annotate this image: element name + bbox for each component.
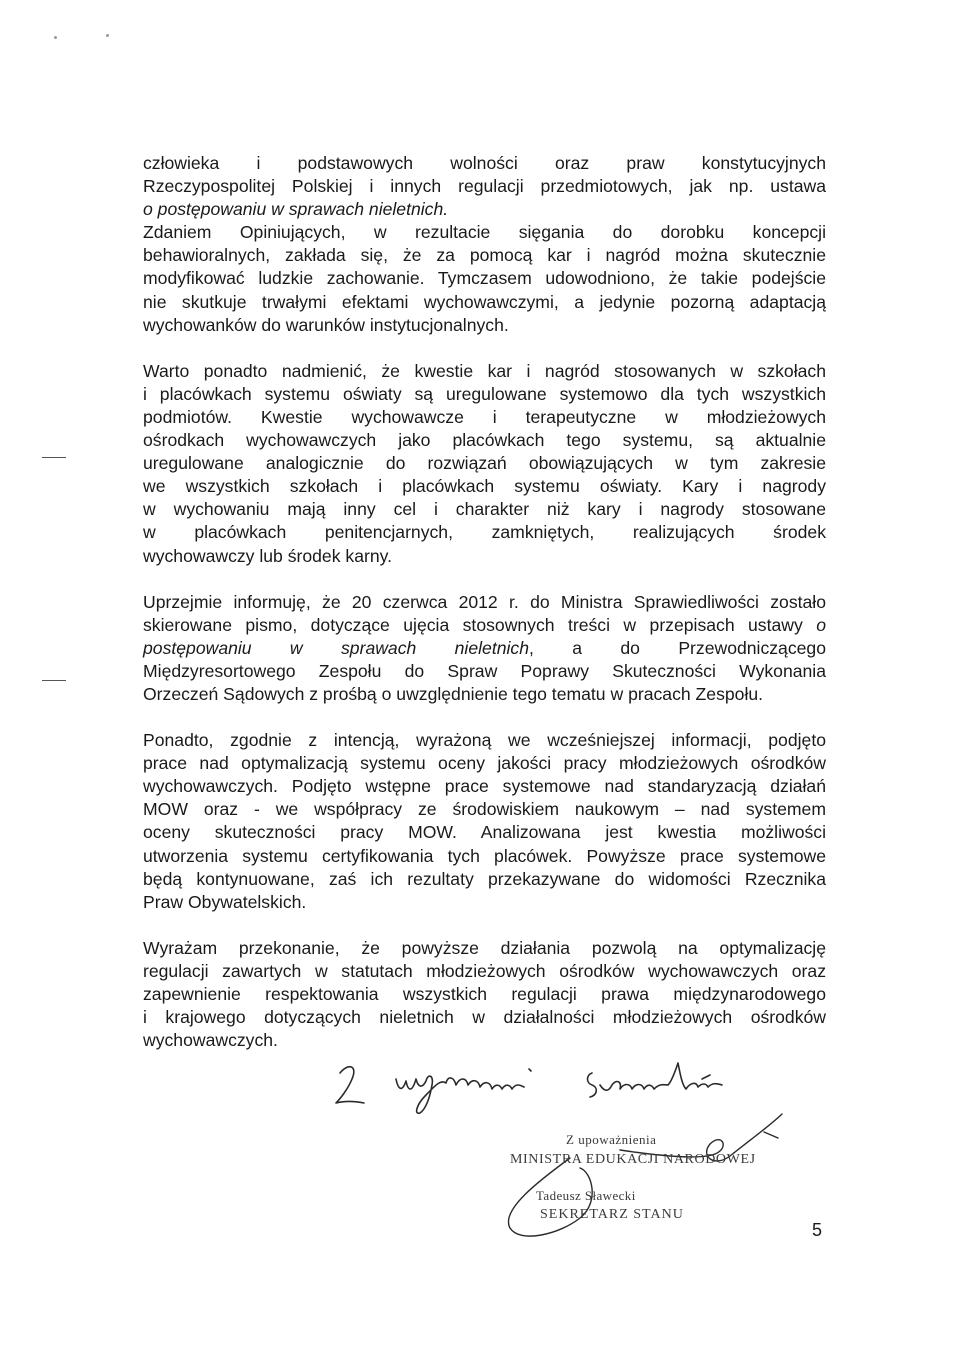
text-line: MOW oraz - we współpracy ze środowiskiem naukowym – nad systemem xyxy=(143,799,826,820)
paragraph-1 xyxy=(143,152,826,221)
text-line: ośrodkach wychowawczych jako placówkach tego systemu, są aktualnie xyxy=(143,430,826,451)
text-line: Warto ponadto nadmienić, że kwestie kar i nagród stosowanych w szkołach xyxy=(143,360,826,381)
paragraph-4 xyxy=(143,591,826,706)
text-line: prace nad optymalizacją systemu oceny jakości pracy młodzieżowych ośrodków xyxy=(143,753,826,774)
text-line: wychowawczych. Podjęto wstępne prace systemowe nad standaryzacją działań xyxy=(143,776,826,797)
text-line: Rzeczypospolitej Polskiej i innych regulacji przedmiotowych, jak np. ustawa xyxy=(143,176,826,197)
stamp-signature-stroke xyxy=(500,1110,800,1250)
official-stamp xyxy=(500,1110,800,1250)
text-line: regulacji zawartych w statutach młodzieżowych ośrodków wychowawczych oraz xyxy=(143,960,826,981)
letter-body xyxy=(143,152,826,1052)
paragraph-2 xyxy=(143,221,826,336)
text-line: behawioralnych, zakłada się, że za pomocą kar i nagród można skutecznie xyxy=(143,245,826,266)
text-line: oceny skuteczności pracy MOW. Analizowana jest kwestia możliwości xyxy=(143,822,826,843)
text-line: Wyrażam przekonanie, że powyższe działania pozwolą na optymalizację xyxy=(143,937,826,958)
act-title-italic: o postępowaniu w sprawach nieletnich. xyxy=(143,199,449,220)
paragraph-3 xyxy=(143,360,826,568)
margin-mark xyxy=(42,680,66,681)
text-line: utworzenia systemu certyfikowania tych placówek. Powyższe prace systemowe xyxy=(143,845,826,866)
text-fragment: skierowane pismo, dotyczące ujęcia stosownych treści w przepisach ustawy xyxy=(143,614,817,635)
text-line: i krajowego dotyczących nieletnich w działalności młodzieżowych ośrodków xyxy=(143,1007,826,1028)
stamp-ministry-line: MINISTRA EDUKACJI NARODOWEJ xyxy=(510,1152,756,1167)
text-line: modyfikować ludzkie zachowanie. Tymczasem udowodniono, że takie podejście xyxy=(143,268,826,289)
text-line: wychowawczy lub środek karny. xyxy=(143,545,393,566)
text-line: człowieka i podstawowych wolności oraz praw konstytucyjnych xyxy=(143,153,826,173)
text-line: Międzyresortowego Zespołu do Spraw Poprawy Skuteczności Wykonania xyxy=(143,660,826,681)
stamp-signatory-title: SEKRETARZ STANU xyxy=(540,1207,684,1222)
act-title-italic: o xyxy=(816,614,826,635)
text-line: będą kontynuowane, zaś ich rezultaty przekazywane do widomości Rzecznika xyxy=(143,868,826,889)
text-line: Praw Obywatelskich. xyxy=(143,891,307,912)
stamp-authorization-line: Z upoważnienia xyxy=(566,1132,657,1147)
paragraph-5 xyxy=(143,729,826,914)
text-line: w placówkach penitencjarnych, zamkniętych, realizujących środek xyxy=(143,522,826,543)
text-line: Zdaniem Opiniujących, w rezultacie sięgania do dorobku koncepcji xyxy=(143,222,826,243)
text-line: Uprzejmie informuję, że 20 czerwca 2012 r. do Ministra Sprawiedliwości zostało xyxy=(143,591,826,612)
text-line: i placówkach systemu oświaty są uregulowane systemowo dla tych wszystkich xyxy=(143,383,826,404)
text-line: we wszystkich szkołach i placówkach systemu oświaty. Kary i nagrody xyxy=(143,476,826,497)
text-line: podmiotów. Kwestie wychowawcze i terapeutyczne w młodzieżowych xyxy=(143,406,826,427)
scan-speck xyxy=(106,34,109,37)
stamp-signatory-name: Tadeusz Sławecki xyxy=(536,1188,636,1203)
text-line: w wychowaniu mają inny cel i charakter niż kary i nagrody stosowane xyxy=(143,499,826,520)
text-line xyxy=(143,614,826,637)
act-title-italic: postępowaniu w sprawach nieletnich xyxy=(143,637,529,658)
text-line: wychowanków do warunków instytucjonalnych. xyxy=(143,314,509,335)
margin-mark xyxy=(42,457,66,458)
text-line: Orzeczeń Sądowych z prośbą o uwzględnienie tego tematu w pracach Zespołu. xyxy=(143,683,764,704)
page-number: 5 xyxy=(812,1220,823,1240)
text-line xyxy=(143,637,826,660)
scan-speck xyxy=(54,36,57,39)
text-line: wychowawczych. xyxy=(143,1030,278,1051)
text-line: Ponadto, zgodnie z intencją, wyrażoną we wcześniejszej informacji, podjęto xyxy=(143,730,826,751)
text-fragment: , a do Przewodniczącego xyxy=(529,637,826,658)
text-line: zapewnienie respektowania wszystkich regulacji prawa międzynarodowego xyxy=(143,984,826,1004)
text-line xyxy=(143,198,826,221)
text-line: uregulowane analogicznie do rozwiązań obowiązujących w tym zakresie xyxy=(143,453,826,474)
paragraph-6 xyxy=(143,937,826,1052)
text-line: nie skutkuje trwałymi efektami wychowawczymi, a jedynie pozorną adaptacją xyxy=(143,291,826,312)
